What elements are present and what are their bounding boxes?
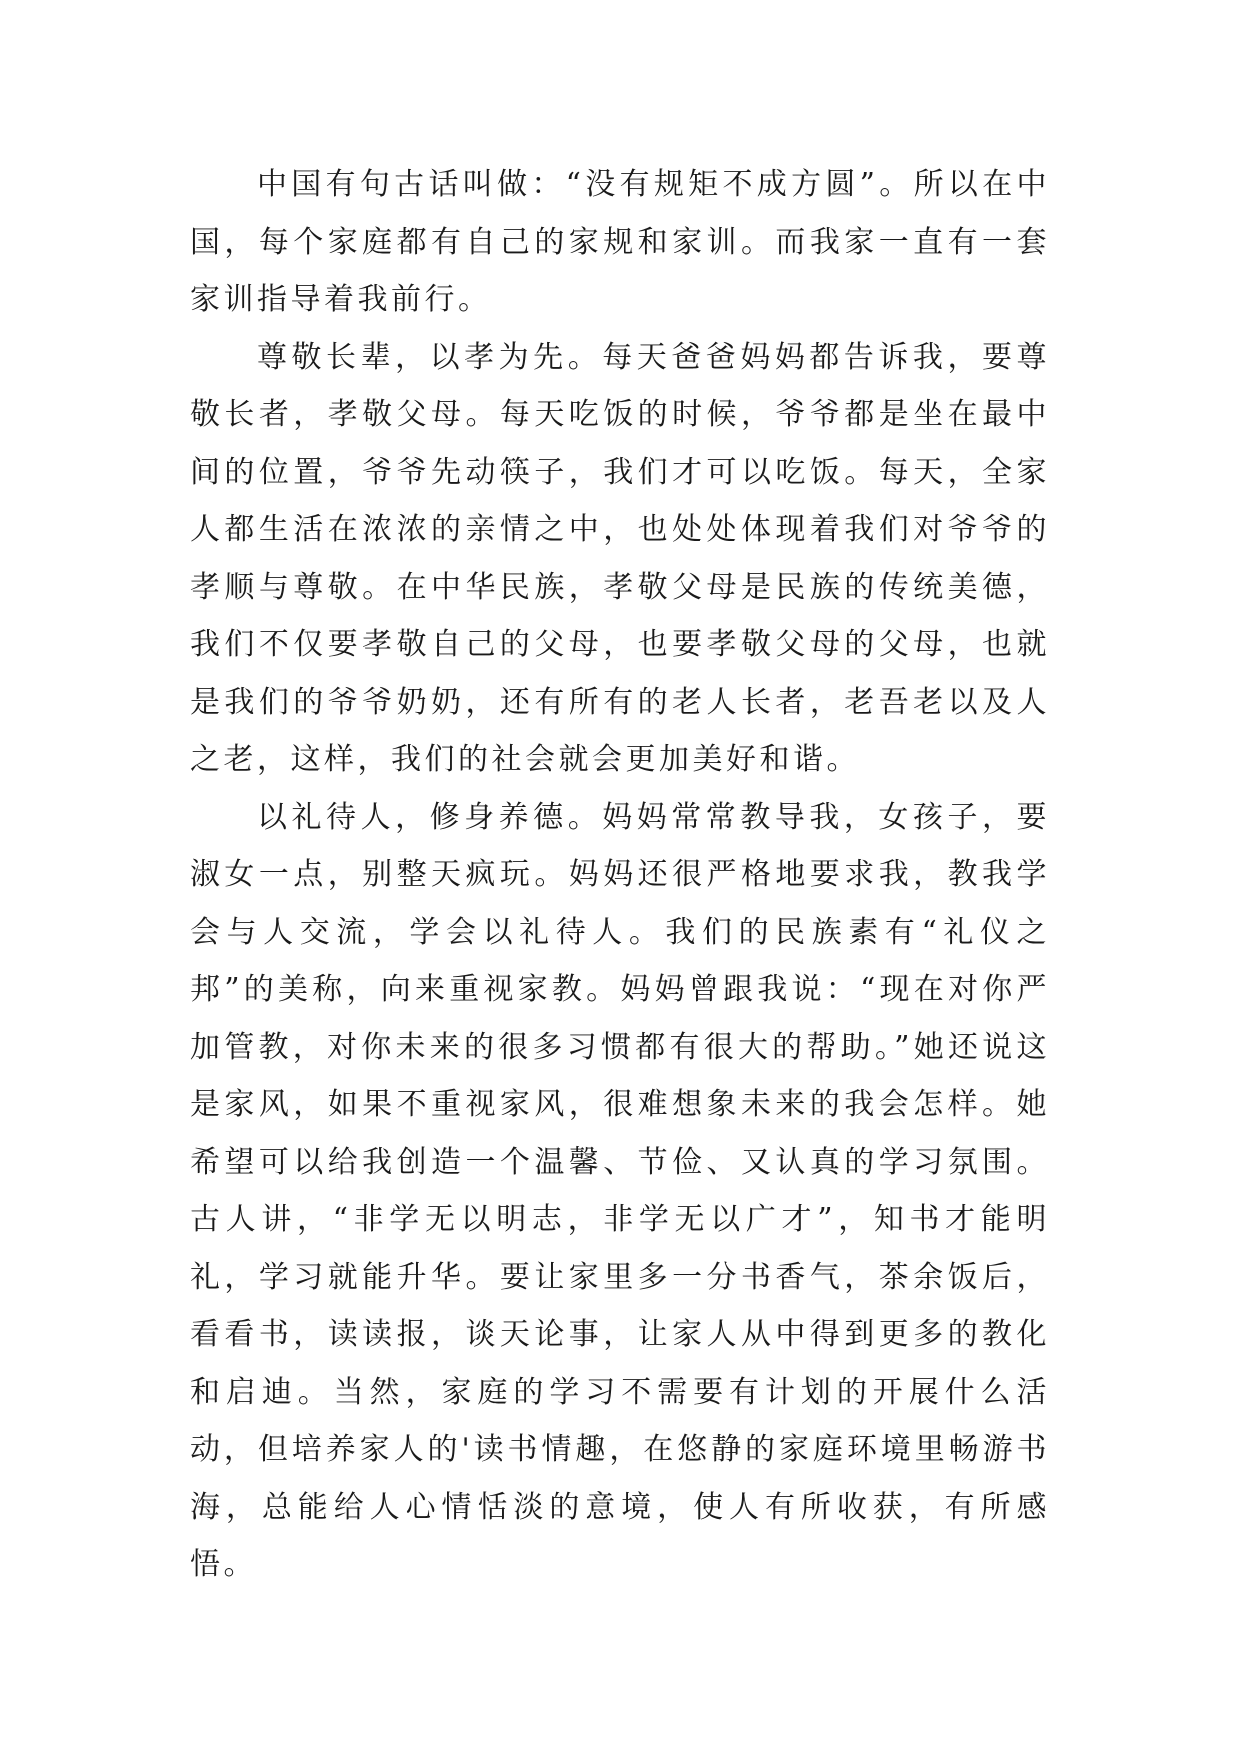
paragraph-family-rules: 中国有句古话叫做：“没有规矩不成方圆”。所以在中国，每个家庭都有自己的家规和家训。而我家一直有一套家训指导着我前行。: [190, 167, 1050, 317]
paragraph-courtesy: 以礼待人，修身养德。妈妈常常教导我，女孩子，要淑女一点，别整天疯玩。妈妈还很严格地要求我，教我学会与人交流，学会以礼待人。我们的民族素有“礼仪之邦”的美称，向来重视家教。妈妈曾跟我说：“现在对你严加管教，对你未来的很多习惯都有很大的帮助。”她还说这是家风，如果不重视家风，很难想象未来的我会怎样。她希望可以给我创造一个温馨、节俭、又认真的学习氛围。古人讲，“非学无以明志，非学无以广才”，知书才能明礼，学习就能升华。要让家里多一分书香气，茶余饭后，看看书，读读报，谈天论事，让家人从中得到更多的教化和启迪。当然，家庭的学习不需要有计划的开展什么活动，但培养家人的'读书情趣，在悠静的家庭环境里畅游书海，总能给人心情恬淡的意境，使人有所收获，有所感悟。: [190, 799, 1050, 1582]
document-body: [190, 156, 1050, 1594]
paragraph-respect-elders: 尊敬长辈，以孝为先。每天爸爸妈妈都告诉我，要尊敬长者，孝敬父母。每天吃饭的时候，爷爷都是坐在最中间的位置，爷爷先动筷子，我们才可以吃饭。每天，全家人都生活在浓浓的亲情之中，也处处体现着我们对爷爷的孝顺与尊敬。在中华民族，孝敬父母是民族的传统美德，我们不仅要孝敬自己的父母，也要孝敬父母的父母，也就是我们的爷爷奶奶，还有所有的老人长者，老吾老以及人之老，这样，我们的社会就会更加美好和谐。: [190, 339, 1050, 777]
